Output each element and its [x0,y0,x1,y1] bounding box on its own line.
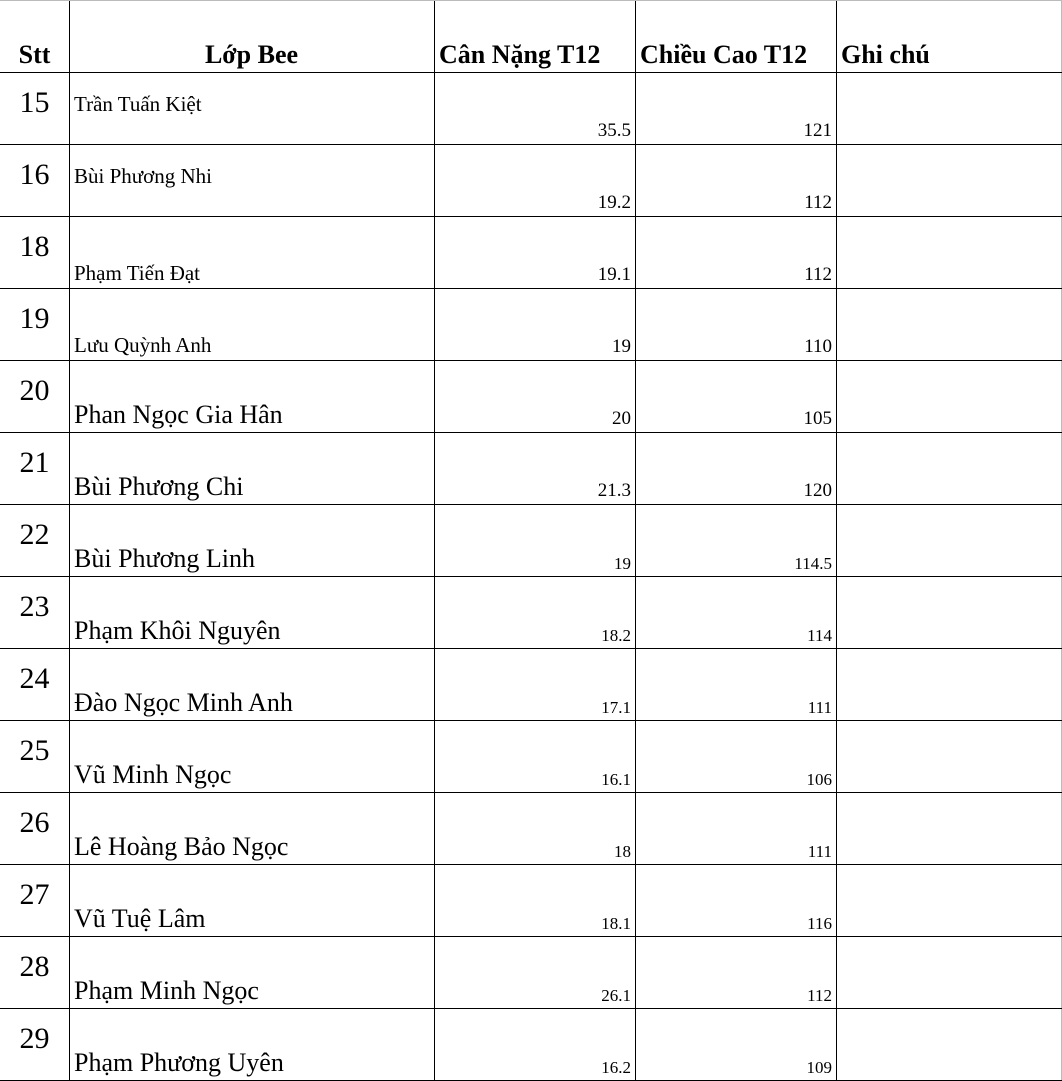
cell-note[interactable] [836,72,1062,144]
height-value: 114.5 [794,554,832,573]
student-name-text: Đào Ngọc Minh Anh [74,688,293,717]
height-value: 112 [804,264,832,285]
weight-value: 16.2 [601,1058,631,1077]
grid-line [0,1008,1062,1009]
table-row [0,576,1062,648]
cell-weight[interactable] [434,1008,635,1080]
cell-weight[interactable] [434,432,635,504]
student-name-text: Lưu Quỳnh Anh [74,333,212,357]
cell-weight[interactable] [434,144,635,216]
cell-student-name[interactable] [69,720,434,792]
table-row [0,1008,1062,1080]
cell-weight[interactable] [434,360,635,432]
student-name-text: Bùi Phương Chi [74,472,244,501]
cell-height[interactable] [635,576,836,648]
cell-note[interactable] [836,288,1062,360]
cell-stt[interactable]: 26 [19,806,50,839]
cell-stt[interactable]: 24 [19,662,50,695]
cell-height[interactable] [635,360,836,432]
cell-student-name[interactable] [69,432,434,504]
cell-height[interactable] [635,432,836,504]
cell-stt[interactable]: 29 [19,1022,50,1055]
cell-weight[interactable] [434,576,635,648]
height-value: 109 [806,1058,832,1077]
height-value: 106 [806,770,832,789]
cell-note[interactable] [836,432,1062,504]
grid-line [0,360,1062,361]
student-name-text: Vũ Minh Ngọc [74,760,232,789]
cell-stt[interactable]: 16 [19,158,50,191]
grid-line [434,0,435,1081]
weight-value: 35.5 [597,120,631,141]
height-value: 110 [804,336,832,357]
cell-note[interactable] [836,216,1062,288]
weight-value: 17.1 [601,698,631,717]
table-row [0,144,1062,216]
cell-student-name[interactable] [69,648,434,720]
cell-stt[interactable]: 19 [19,302,50,335]
weight-value: 18.2 [601,626,631,645]
student-name-text: Phạm Khôi Nguyên [74,616,281,645]
grid-line [0,576,1062,577]
student-name-text: Phạm Minh Ngọc [74,976,259,1005]
grid-line [0,504,1062,505]
header-note[interactable]: Ghi chú [841,40,930,69]
table-row [0,792,1062,864]
cell-note[interactable] [836,864,1062,936]
table-row [0,648,1062,720]
weight-value: 16.1 [601,770,631,789]
grid-line [0,0,1062,1]
cell-weight[interactable] [434,72,635,144]
weight-value: 19.1 [597,264,631,285]
cell-student-name[interactable] [69,216,434,288]
cell-height[interactable] [635,216,836,288]
cell-student-name[interactable] [69,288,434,360]
cell-student-name[interactable] [69,504,434,576]
cell-weight[interactable] [434,288,635,360]
grid-line [0,792,1062,793]
grid-line [0,144,1062,145]
cell-height[interactable] [635,864,836,936]
cell-student-name[interactable]: Bùi Phương Nhi [74,164,213,188]
student-name-text: Bùi Phương Linh [74,544,255,573]
cell-student-name[interactable] [69,360,434,432]
table-row [0,432,1062,504]
cell-height[interactable] [635,1008,836,1080]
cell-note[interactable] [836,144,1062,216]
header-height[interactable]: Chiều Cao T12 [640,40,808,69]
cell-weight[interactable] [434,216,635,288]
grid-line [0,864,1062,865]
height-value: 120 [803,480,832,501]
student-name-text: Phạm Tiến Đạt [74,261,201,285]
cell-note[interactable] [836,720,1062,792]
cell-stt[interactable]: 21 [19,446,50,479]
weight-value: 19 [612,336,631,357]
cell-student-name[interactable] [69,576,434,648]
grid-line [69,0,70,1081]
height-value: 105 [803,408,832,429]
cell-note[interactable] [836,504,1062,576]
height-value: 112 [807,986,832,1005]
student-name-text: Lê Hoàng Bảo Ngọc [74,832,289,861]
height-value: 116 [807,914,832,933]
grid-line [635,0,636,1081]
cell-note[interactable] [836,360,1062,432]
weight-value: 19.2 [597,192,631,213]
header-weight[interactable]: Cân Nặng T12 [439,40,601,69]
weight-value: 18 [614,842,631,861]
table-row [0,216,1062,288]
grid-line [0,936,1062,937]
grid-line [0,288,1062,289]
grid-line [0,720,1062,721]
weight-value: 18.1 [601,914,631,933]
table-row [0,720,1062,792]
cell-note[interactable] [836,576,1062,648]
cell-stt[interactable]: 18 [19,230,50,263]
height-value: 111 [807,698,832,717]
grid-line [0,72,1062,73]
cell-stt[interactable]: 22 [19,518,50,551]
grid-line [0,648,1062,649]
cell-note[interactable] [836,648,1062,720]
height-value: 114 [807,626,832,645]
cell-weight[interactable] [434,648,635,720]
weight-value: 21.3 [597,480,631,501]
table-row [0,864,1062,936]
table-row [0,72,1062,144]
student-name-text: Phạm Phương Uyên [74,1048,284,1077]
cell-stt[interactable]: 15 [19,86,50,119]
cell-student-name[interactable]: Trần Tuấn Kiệt [74,92,202,116]
cell-stt[interactable]: 25 [19,734,50,767]
cell-height[interactable] [635,504,836,576]
cell-stt[interactable]: 28 [19,950,50,983]
cell-student-name[interactable] [69,936,434,1008]
weight-value: 26.1 [601,986,631,1005]
cell-note[interactable] [836,1008,1062,1080]
cell-note[interactable] [836,936,1062,1008]
student-name-text: Phan Ngọc Gia Hân [74,400,283,429]
cell-stt[interactable]: 23 [19,590,50,623]
cell-weight[interactable] [434,936,635,1008]
cell-stt[interactable]: 27 [19,878,50,911]
height-value: 121 [803,120,832,141]
grid-line [836,0,837,1081]
table-row [0,360,1062,432]
cell-student-name[interactable] [69,792,434,864]
cell-student-name[interactable] [69,864,434,936]
cell-weight[interactable] [434,504,635,576]
grid-line [0,216,1062,217]
table-row [0,936,1062,1008]
cell-weight[interactable] [434,864,635,936]
header-stt[interactable]: Stt [18,40,51,69]
cell-height[interactable] [635,288,836,360]
table-row [0,288,1062,360]
header-class-name[interactable]: Lớp Bee [204,40,299,69]
table-row [0,504,1062,576]
grid-line [0,432,1062,433]
cell-height[interactable] [635,720,836,792]
weight-value: 19 [614,554,631,573]
cell-weight[interactable] [434,720,635,792]
cell-height[interactable] [635,648,836,720]
height-value: 112 [804,192,832,213]
cell-note[interactable] [836,792,1062,864]
height-value: 111 [807,842,832,861]
cell-height[interactable] [635,792,836,864]
cell-height[interactable] [635,936,836,1008]
cell-height[interactable] [635,72,836,144]
weight-value: 20 [612,408,631,429]
cell-stt[interactable]: 20 [19,374,50,407]
cell-height[interactable] [635,144,836,216]
student-name-text: Vũ Tuệ Lâm [74,904,206,933]
cell-weight[interactable] [434,792,635,864]
cell-student-name[interactable] [69,1008,434,1080]
